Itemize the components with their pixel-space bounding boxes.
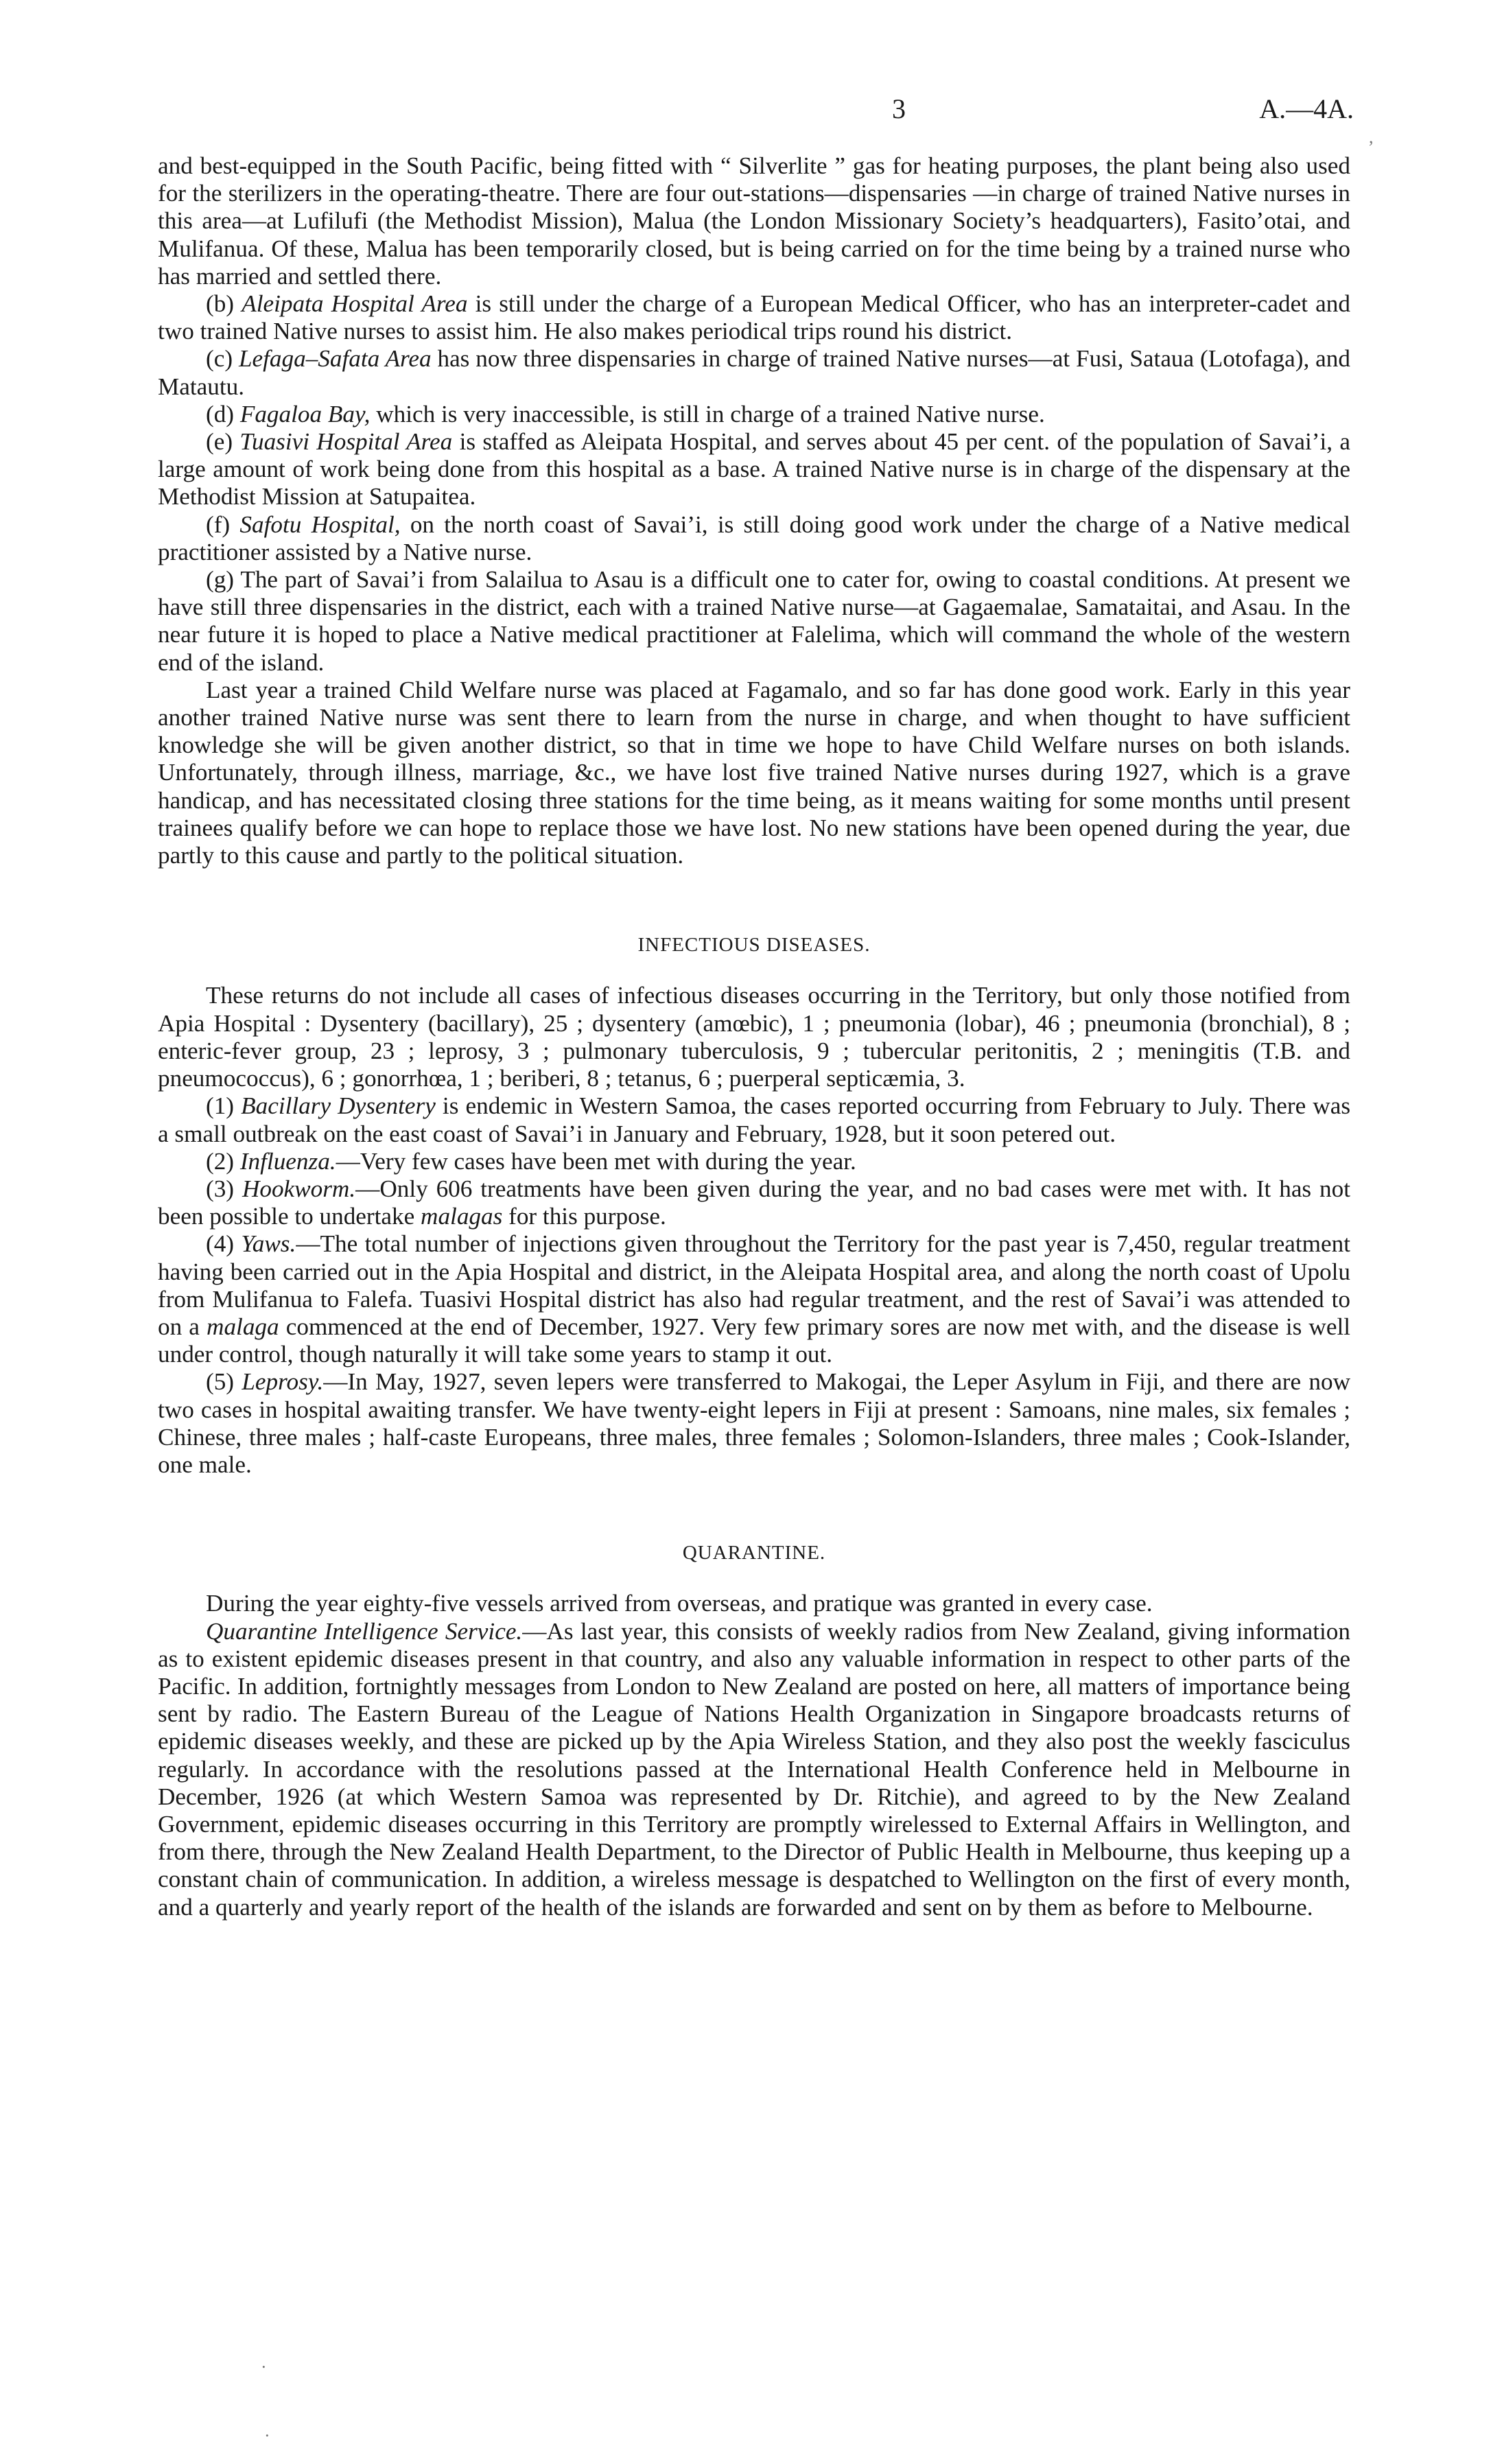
item-text: The part of Savai’i from Salailua to Asau is a difficult one to cater for, owing to coastal conditions. At present we have still three dispensaries in the district, each with a trained Native nurse—at Gagaemalae, Samataitai, and Asau. In the near future it is hoped to place a Native medical practitioner at Falelima, which will command the whole of the western end of the island.	[158, 566, 1350, 676]
item-title: Quarantine Intelligence Service.	[206, 1617, 523, 1645]
item-text: on the north coast of Savai’i, is still doing good work under the charge of a Native medical practitioner assisted by a Native nurse.	[158, 511, 1350, 565]
heading-quarantine: QUARANTINE.	[682, 1542, 826, 1564]
item-label: (4)	[206, 1230, 242, 1258]
item-title: Influenza.	[239, 1147, 336, 1175]
item-label: (1)	[206, 1092, 242, 1120]
item-label: (g)	[206, 566, 241, 594]
paragraph-bacillary-dysentery	[158, 1092, 1350, 1147]
paragraph-vessels: During the year eighty-five vessels arrived from overseas, and pratique was granted in every case.	[206, 1590, 1153, 1617]
heading-infectious-diseases: INFECTIOUS DISEASES.	[637, 934, 871, 957]
item-title: Aleipata Hospital Area	[242, 290, 468, 318]
paragraph-child-welfare: Last year a trained Child Welfare nurse was placed at Fagamalo, and so far has done good work. Early in this year another trained Native nurse was sent there to learn from the nurse in charge, and when thought to have sufficient knowledge she will be given another district, so that in time we hope to have Child Welfare nurses on both islands. Unfortunately, through illness, marriage, &c., we have lost five trained Native nurses during 1927, which is a grave handicap, and has necessitated closing three stations for the time being, as it means waiting for some months until present trainees qualify before we can hope to replace those we have lost. No new stations have been opened during the year, due partly to this cause and partly to the political situation.	[158, 676, 1350, 869]
page-header	[158, 93, 1354, 127]
paragraph-fagaloa	[158, 401, 1350, 428]
item-label: (3)	[206, 1175, 242, 1202]
item-text: —In May, 1927, seven lepers were transferred to Makogai, the Leper Asylum in Fiji, and there are now two cases in hospital awaiting transfer. We have twenty-eight lepers in Fiji at present : Samoans, nine males, six females ; Chinese, three males ; half-caste Europeans, three males, three females ; Solomon-Islanders, three males ; Cook-Islander, one male.	[158, 1368, 1350, 1478]
paragraph-influenza	[158, 1148, 1350, 1175]
item-title: Hookworm.	[242, 1175, 356, 1202]
paragraph-intelligence-service	[158, 1618, 1350, 1921]
item-text: —Very few cases have been met with during the year.	[336, 1147, 856, 1175]
paragraph-yaws	[158, 1230, 1350, 1368]
item-title: Tuasivi Hospital Area	[239, 428, 453, 456]
item-text: is staffed as Aleipata Hospital, and serves about 45 per cent. of the population of Savai’i, a large amount of work being done from this hospital as a base. A trained Native nurse is in charge of the dispensary at the Methodist Mission at Satupaitea.	[158, 428, 1350, 511]
item-term: malagas	[421, 1203, 503, 1230]
paragraph-aleipata	[158, 290, 1350, 345]
item-label: (c)	[206, 345, 239, 373]
page-number: 3	[892, 93, 906, 124]
paragraph-salailua	[158, 566, 1350, 677]
item-label: (2)	[206, 1147, 240, 1175]
item-label: (5)	[206, 1368, 242, 1396]
item-text: which is very inaccessible, is still in charge of a trained Native nurse.	[370, 400, 1045, 427]
item-title: Yaws.	[241, 1230, 296, 1258]
paragraph-leprosy	[158, 1368, 1350, 1479]
item-text: —The total number of injections given throughout the Territory for the past year is 7,450, regular treatment having been carried out in the Apia Hospital and district, in the Aleipata Hospital area, and along the north coast of Upolu from Mulifanua to Falefa. Tuasivi Hospital district has also had regular treatment, and the rest of Savai’i was attended to on a	[158, 1230, 1350, 1340]
item-text: commenced at the end of December, 1927. Very few primary sores are now met with, and the disease is well under control, though naturally it will take some years to stamp it out.	[158, 1313, 1350, 1368]
item-title: Bacillary Dysentery	[241, 1092, 436, 1120]
scan-mark: ·	[261, 2357, 267, 2377]
item-term: malaga	[207, 1313, 279, 1340]
item-label: (b)	[206, 290, 242, 318]
item-text: for this purpose.	[502, 1203, 666, 1230]
item-title: Safotu Hospital,	[239, 511, 401, 538]
item-label: (e)	[206, 428, 240, 456]
item-label: (d)	[206, 400, 240, 427]
item-title: Fagaloa Bay,	[239, 400, 371, 427]
paragraph-infectious-intro: These returns do not include all cases of infectious diseases occurring in the Territory, but only those notified from Apia Hospital : Dysentery (bacillary), 25 ; dysentery (amœbic), 1 ; pneumonia (lobar), 46 ; pneumonia (bronchial), 8 ; enteric-fever group, 23 ; leprosy, 3 ; pulmonary tuberculosis, 9 ; tubercular peritonitis, 2 ; meningitis (T.B. and pneumococcus), 6 ; gonorrhœa, 1 ; beriberi, 8 ; tetanus, 6 ; puerperal septicæmia, 3.	[158, 982, 1350, 1092]
paragraph-tuasivi	[158, 428, 1350, 511]
paragraph-continuation: and best-equipped in the South Pacific, being fitted with “ Silverlite ” gas for heating purposes, the plant being also used for the sterilizers in the operating-theatre. There are four out-stations—dispensaries —in charge of trained Native nurses in this area—at Lufilufi (the Methodist Mission), Malua (the London Missionary Society’s headquarters), Fasito’otai, and Mulifanua. Of these, Malua has been temporarily closed, but is being carried on for the time being by a trained nurse who has married and settled there.	[158, 152, 1350, 290]
item-text: —As last year, this consists of weekly radios from New Zealand, giving information as to existent epidemic diseases present in that country, and also any valuable information in respect to other parts of the Pacific. In addition, fortnightly messages from London to New Zealand are posted on here, all matters of importance being sent by radio. The Eastern Bureau of the League of Nations Health Organization in Singapore broadcasts returns of epidemic diseases weekly, and these are picked up by the Apia Wireless Station, and they also post the weekly fasciculus regularly. In accordance with the resolutions passed at the International Health Conference held in Melbourne in December, 1926 (at which Western Samoa was represented by Dr. Ritchie), and agreed to by the New Zealand Government, epidemic diseases occurring in this Territory are promptly wirelessed to External Affairs in Wellington, and from there, through the New Zealand Health Department, to the Director of Public Health in Melbourne, thus keeping up a constant chain of communication. In addition, a wireless message is despatched to Wellington on the first of every month, and a quarterly and yearly report of the health of the islands are forwarded and sent on by them as before to Melbourne.	[158, 1617, 1350, 1921]
item-text: is still under the charge of a European Medical Officer, who has an interpreter-cadet and two trained Native nurses to assist him. He also makes periodical trips round his district.	[158, 290, 1350, 345]
document-reference: A.—4A.	[1259, 93, 1354, 124]
item-label: (f)	[206, 511, 240, 538]
paragraph-hookworm	[158, 1175, 1350, 1230]
paragraph-lefaga-safata	[158, 345, 1350, 400]
item-title: Lefaga–Safata Area	[238, 345, 432, 373]
paragraph-safotu	[158, 511, 1350, 566]
item-title: Leprosy.	[242, 1368, 324, 1396]
item-text: has now three dispensaries in charge of trained Native nurses—at Fusi, Sataua (Lotofaga), and Matautu.	[158, 345, 1350, 400]
item-text: is endemic in Western Samoa, the cases reported occurring from February to July. There was a small outbreak on the east coast of Savai’i in January and February, 1928, but it soon petered out.	[158, 1092, 1351, 1147]
scan-mark: ·	[264, 2426, 270, 2445]
scan-mark: ,	[1369, 127, 1374, 147]
page-body	[158, 152, 1350, 1921]
item-text: —Only 606 treatments have been given during the year, and no bad cases were met with. It has not been possible to undertake	[158, 1175, 1350, 1230]
